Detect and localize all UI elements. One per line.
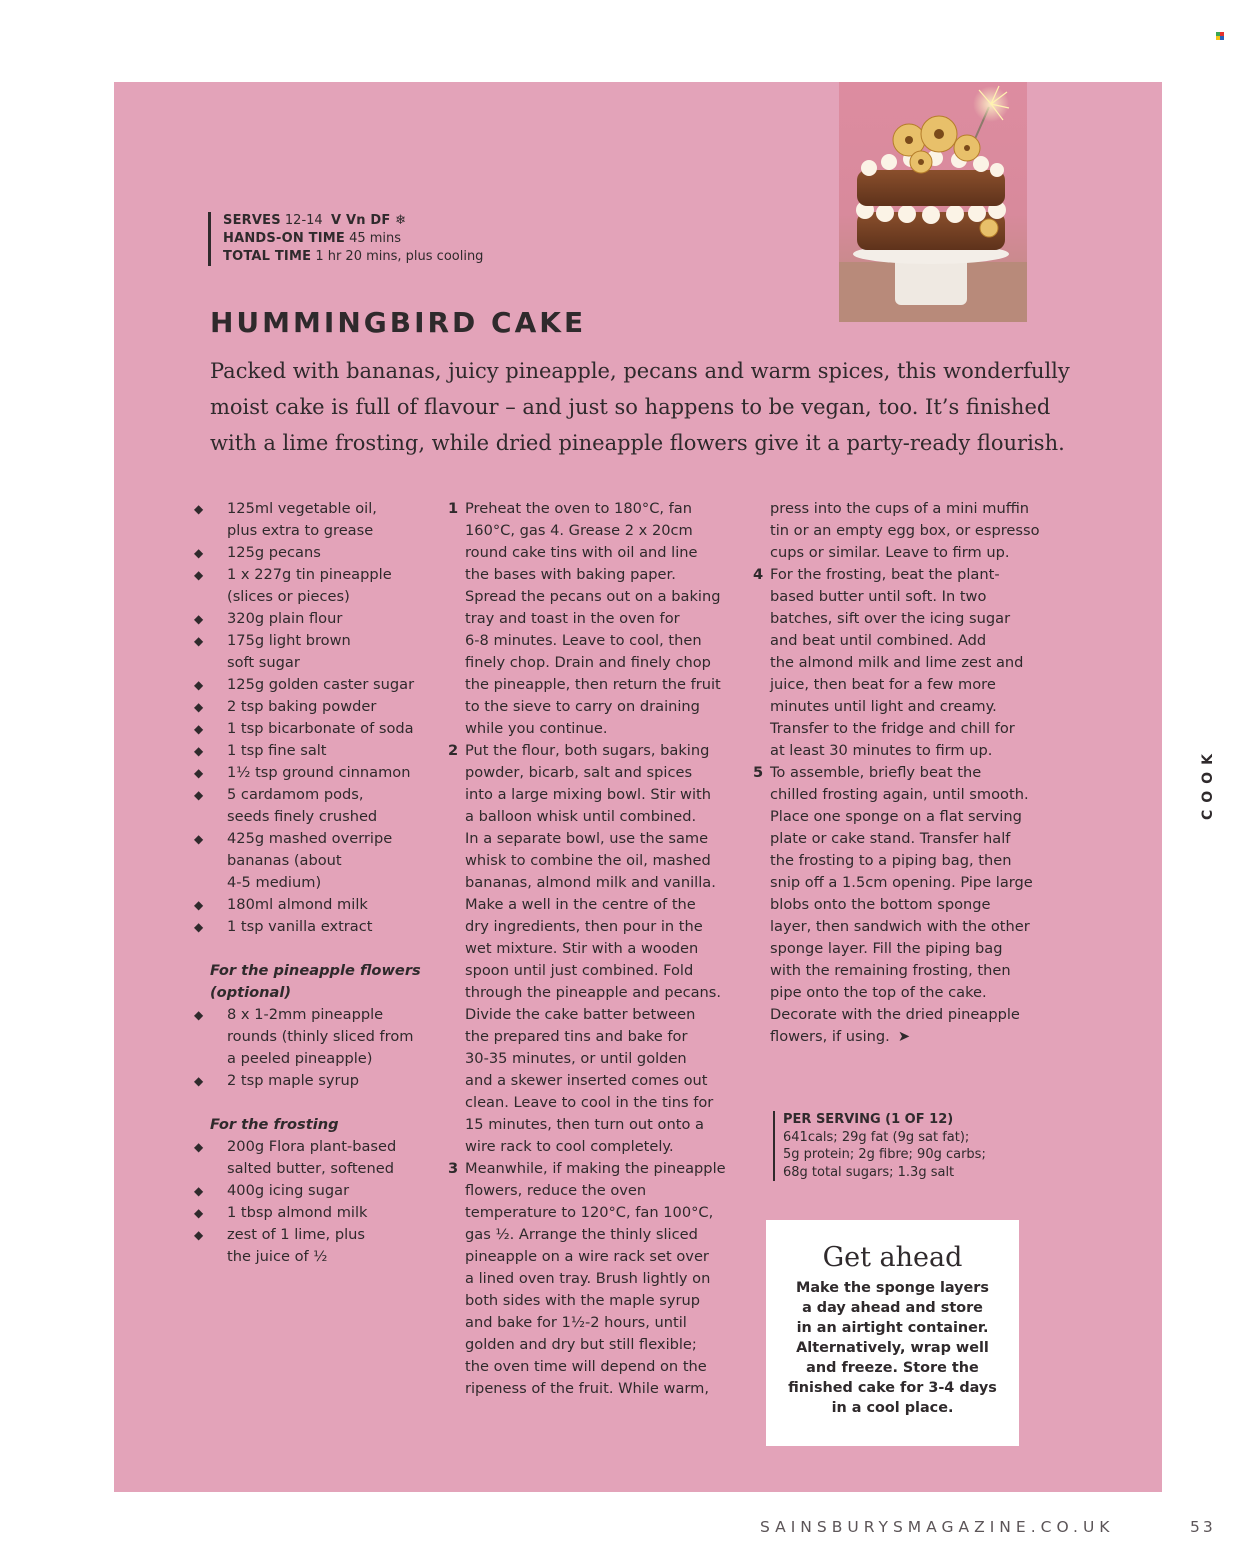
method-line [449,916,726,938]
method-line [754,608,1040,630]
method-text: Divide the cake batter between [465,1006,696,1023]
method-line [754,520,1040,542]
step-number: 2 [448,742,459,759]
ingredient-item: ◆ 200g Flora plant-based [210,1136,421,1158]
method-line [754,696,1040,718]
ingredient-item: ◆ 1 tsp fine salt [210,740,421,762]
method-text: whisk to combine the oil, mashed [465,852,711,869]
footer-site[interactable]: SAINSBURYSMAGAZINE.CO.UK [760,1518,1115,1536]
step-number: 1 [448,500,459,517]
method-text: Make a well in the centre of the [465,896,696,913]
nutrition-info [773,1111,986,1181]
cake-photo [839,82,1027,322]
method-text: 6-8 minutes. Leave to cool, then [465,632,702,649]
recipe-meta [208,212,483,266]
method-text: pipe onto the top of the cake. [770,984,987,1001]
method-text: and beat until combined. Add [770,632,987,649]
method-text: and a skewer inserted comes out [465,1072,708,1089]
method-text: 15 minutes, then turn out onto a [465,1116,704,1133]
method-line [449,784,726,806]
method-text: the almond milk and lime zest and [770,654,1024,671]
intro-line: with a lime frosting, while dried pineapple flowers give it a party-ready flourish. [210,431,1065,455]
method-line [754,784,1040,806]
method-text: round cake tins with oil and line [465,544,698,561]
method-text: Meanwhile, if making the pineapple [465,1160,726,1177]
method-text: wire rack to cool completely. [465,1138,674,1155]
serves-row [223,212,483,230]
method-line [449,762,726,784]
ingredient-item: ◆ 125g golden caster sugar [210,674,421,696]
method-line [754,674,1040,696]
total-time-label: TOTAL TIME [223,249,312,264]
get-ahead-title: Get ahead [822,1242,963,1273]
ingredient-item: plus extra to grease [227,522,374,539]
ingredient-item: ◆ 400g icing sugar [210,1180,421,1202]
method-text: Spread the pecans out on a baking [465,588,721,605]
method-line [449,1224,726,1246]
method-text: layer, then sandwich with the other [770,918,1030,935]
method-line [449,1290,726,1312]
ingredient-item: ◆ 2 tsp maple syrup [210,1070,421,1092]
ingredient-item: ◆ 1 x 227g tin pineapple [210,564,421,586]
method-line [754,916,1040,938]
method-line [754,586,1040,608]
method-text: while you continue. [465,720,608,737]
method-text: into a large mixing bowl. Stir with [465,786,712,803]
ingredient-item: soft sugar [227,654,300,671]
step-number: 4 [753,566,764,583]
method-text: temperature to 120°C, fan 100°C, [465,1204,714,1221]
serves-value: 12-14 [284,213,323,228]
method-line [449,1158,726,1180]
method-text: through the pineapple and pecans. [465,984,722,1001]
method-line [449,1136,726,1158]
nutrition-heading: PER SERVING (1 OF 12) [783,1112,954,1127]
method-text: a lined oven tray. Brush lightly on [465,1270,711,1287]
method-text: In a separate bowl, use the same [465,830,709,847]
ingredient-item: ◆ 125ml vegetable oil, [210,498,421,520]
method-line [449,718,726,740]
method-text: both sides with the maple syrup [465,1292,700,1309]
ingredient-item: ◆ 5 cardamom pods, [210,784,421,806]
get-ahead-box [766,1220,1019,1446]
method-text: and bake for 1½-2 hours, until [465,1314,687,1331]
method-line [449,1114,726,1136]
total-time-value: 1 hr 20 mins, plus cooling [315,249,484,264]
ingredient-item: ◆ 1 tbsp almond milk [210,1202,421,1224]
ingredient-item: the juice of ½ [227,1248,328,1265]
section-label: COOK [1200,747,1216,821]
method-line [754,542,1040,564]
ingredients-list [210,498,421,1268]
ingredient-item: ◆ 180ml almond milk [210,894,421,916]
method-line [754,806,1040,828]
method-line [449,850,726,872]
hands-on-row [223,230,483,248]
method-line [754,498,1040,520]
ingredient-item: ◆ 1 tsp bicarbonate of soda [210,718,421,740]
method-line [449,674,726,696]
method-text: golden and dry but still flexible; [465,1336,697,1353]
diet-badges: V Vn DF ❄ [330,213,407,228]
method-line [449,542,726,564]
method-line [449,1246,726,1268]
nutrition-line: 5g protein; 2g fibre; 90g carbs; [783,1147,986,1162]
method-text: the oven time will depend on the [465,1358,707,1375]
method-line [449,696,726,718]
method-line [754,850,1040,872]
method-line [449,806,726,828]
end-arrow-icon: ➤ [897,1028,911,1045]
method-line [449,1268,726,1290]
method-line [449,828,726,850]
method-text: juice, then beat for a few more [770,676,996,693]
method-line [754,894,1040,916]
method-text: Preheat the oven to 180°C, fan [465,500,692,517]
method-text: bananas, almond milk and vanilla. [465,874,716,891]
method-text: gas ½. Arrange the thinly sliced [465,1226,698,1243]
ingredient-item: bananas (about [227,852,342,869]
method-text: to the sieve to carry on draining [465,698,700,715]
method-line [754,718,1040,740]
method-line [754,1004,1040,1026]
method-column-2 [754,498,1040,1048]
method-text: the bases with baking paper. [465,566,676,583]
method-line [449,938,726,960]
recipe-intro [210,353,1070,461]
method-text: based butter until soft. In two [770,588,987,605]
method-text: 160°C, gas 4. Grease 2 x 20cm [465,522,693,539]
method-text: sponge layer. Fill the piping bag [770,940,1003,957]
step-number: 3 [448,1160,459,1177]
spacer [210,938,421,960]
method-line [754,982,1040,1004]
method-text: For the frosting, beat the plant- [770,566,1000,583]
recipe-title: HUMMINGBIRD CAKE [210,306,587,339]
method-line [449,1334,726,1356]
ingredient-item: 4-5 medium) [227,874,322,891]
method-text: plate or cake stand. Transfer half [770,830,1011,847]
method-text: minutes until light and creamy. [770,698,997,715]
method-text: with the remaining frosting, then [770,962,1011,979]
get-ahead-line: in a cool place. [831,1400,954,1416]
get-ahead-line: a day ahead and store [802,1300,983,1316]
method-line [449,1180,726,1202]
method-line [449,1004,726,1026]
ingredient-item: salted butter, softened [227,1160,395,1177]
method-line [449,960,726,982]
method-text: To assemble, briefly beat the [770,764,982,781]
method-line [449,1092,726,1114]
method-text: dry ingredients, then pour in the [465,918,703,935]
serves-label: SERVES [223,213,281,228]
intro-line: Packed with bananas, juicy pineapple, pecans and warm spices, this wonderfully [210,359,1070,383]
ingredient-item: ◆ 2 tsp baking powder [210,696,421,718]
ingredient-item: ◆ zest of 1 lime, plus [210,1224,421,1246]
get-ahead-line: and freeze. Store the [806,1360,979,1376]
method-line [449,498,726,520]
method-text: a balloon whisk until combined. [465,808,697,825]
method-text: clean. Leave to cool in the tins for [465,1094,714,1111]
hands-on-value: 45 mins [349,231,402,246]
method-line [754,938,1040,960]
method-line [449,1048,726,1070]
method-text: batches, sift over the icing sugar [770,610,1011,627]
method-text: spoon until just combined. Fold [465,962,694,979]
method-text: Decorate with the dried pineapple [770,1006,1020,1023]
method-text: snip off a 1.5cm opening. Pipe large [770,874,1033,891]
get-ahead-line: finished cake for 3-4 days [788,1380,997,1396]
method-text: pineapple on a wire rack set over [465,1248,709,1265]
hands-on-label: HANDS-ON TIME [223,231,345,246]
method-line [754,564,1040,586]
nutrition-line: 68g total sugars; 1.3g salt [783,1164,955,1180]
method-text: the frosting to a piping bag, then [770,852,1012,869]
method-line [754,872,1040,894]
method-line [449,872,726,894]
method-line [754,762,1040,784]
method-text: flowers, reduce the oven [465,1182,647,1199]
method-line [449,564,726,586]
method-line [449,1026,726,1048]
ingredient-item: ◆ 320g plain flour [210,608,421,630]
method-text: finely chop. Drain and finely chop [465,654,711,671]
method-text: the prepared tins and bake for [465,1028,688,1045]
ingredient-item: ◆ 425g mashed overripe [210,828,421,850]
method-line [449,586,726,608]
cake-illustration [839,82,1027,322]
method-line [754,960,1040,982]
method-line [449,652,726,674]
intro-line: moist cake is full of flavour – and just so happens to be vegan, too. It’s finished [210,395,1051,419]
method-text: cups or similar. Leave to firm up. [770,544,1010,561]
method-line [449,1312,726,1334]
ingredient-subheading: (optional) [210,984,292,1001]
method-text: tray and toast in the oven for [465,610,680,627]
method-line [449,740,726,762]
method-text: powder, bicarb, salt and spices [465,764,693,781]
method-text: at least 30 minutes to firm up. [770,742,993,759]
method-line [449,1202,726,1224]
spacer [210,1092,421,1114]
method-line [449,1356,726,1378]
ingredient-subheading: For the pineapple flowers [210,962,421,979]
method-text: chilled frosting again, until smooth. [770,786,1029,803]
nutrition-line: 641cals; 29g fat (9g sat fat); [783,1129,970,1145]
method-line [754,1026,1040,1048]
method-text: tin or an empty egg box, or espresso [770,522,1040,539]
method-text: flowers, if using. [770,1028,890,1045]
ingredient-item: ◆ 125g pecans [210,542,421,564]
method-line [449,520,726,542]
method-text: 30-35 minutes, or until golden [465,1050,687,1067]
method-column-1 [449,498,726,1400]
method-text: the pineapple, then return the fruit [465,676,721,693]
ingredient-item: a peeled pineapple) [227,1050,373,1067]
method-text: ripeness of the fruit. While warm, [465,1380,709,1397]
ingredient-item: seeds finely crushed [227,808,378,825]
method-text: Put the flour, both sugars, baking [465,742,710,759]
ingredient-item: ◆ 175g light brown [210,630,421,652]
method-text: Transfer to the fridge and chill for [770,720,1015,737]
method-line [449,894,726,916]
method-line [754,828,1040,850]
step-number: 5 [753,764,764,781]
method-text: blobs onto the bottom sponge [770,896,991,913]
method-line [449,1070,726,1092]
total-time-row [223,248,483,266]
get-ahead-line: Alternatively, wrap well [796,1340,989,1356]
method-text: Place one sponge on a flat serving [770,808,1022,825]
method-line [754,630,1040,652]
method-line [754,652,1040,674]
method-line [449,1378,726,1400]
ingredient-subheading: For the frosting [210,1116,339,1133]
ingredient-item: ◆ 8 x 1-2mm pineapple [210,1004,421,1026]
ingredient-item: ◆ 1 tsp vanilla extract [210,916,421,938]
ingredient-item: rounds (thinly sliced from [227,1028,414,1045]
method-line [449,608,726,630]
page-number: 53 [1190,1518,1216,1536]
ingredient-item: (slices or pieces) [227,588,350,605]
get-ahead-line: in an airtight container. [796,1320,989,1336]
method-text: press into the cups of a mini muffin [770,500,1030,517]
method-line [449,982,726,1004]
get-ahead-body [766,1278,1019,1418]
method-text: wet mixture. Stir with a wooden [465,940,699,957]
method-line [754,740,1040,762]
get-ahead-line: Make the sponge layers [796,1280,989,1296]
ingredient-item: ◆ 1½ tsp ground cinnamon [210,762,421,784]
method-line [449,630,726,652]
